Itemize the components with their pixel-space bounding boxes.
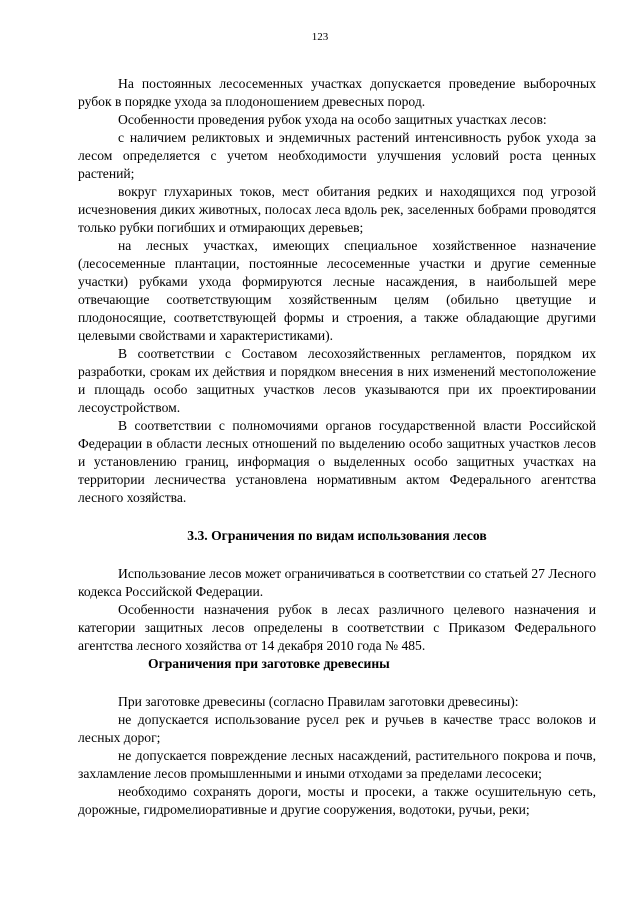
paragraph: вокруг глухариных токов, мест обитания редких и находящихся под угрозой исчезновения диких животных, полосах леса вдоль рек, заселенных бобрами проводятся только рубки погибших и отмирающих деревьев; (78, 184, 596, 235)
paragraph: с наличием реликтовых и эндемичных растений интенсивность рубок ухода за лесом определяется с учетом необходимости улучшения условий роста ценных растений; (78, 130, 596, 181)
paragraph: Особенности проведения рубок ухода на особо защитных участках лесов: (118, 112, 547, 127)
paragraph: Особенности назначения рубок в лесах различного целевого назначения и категории защитных лесов определены в соответствии с Приказом Федерального агентства лесного хозяйства от 14 декабря 2010 года № 485. (78, 602, 596, 653)
paragraph: на лесных участках, имеющих специальное хозяйственное назначение (лесосеменные плантации, постоянные лесосеменные участки и другие семенные участки) рубками ухода формируются лесные насаждения, в наибольшей мере отвечающие соответствующим хозяйственным целям (обильно цветущие и плодоносящие, соответствующей формы и строения, а также обладающие другими целевыми свойствами и характеристиками). (78, 238, 596, 343)
page-number: 123 (311, 31, 329, 43)
paragraph: При заготовке древесины (согласно Правилам заготовки древесины): (118, 694, 519, 709)
section-heading: 3.3. Ограничения по видам использования лесов (187, 528, 487, 543)
spacer (78, 545, 596, 565)
paragraph: На постоянных лесосеменных участках допускается проведение выборочных рубок в порядке ухода за плодоношением древесных пород. (78, 76, 596, 109)
paragraph: необходимо сохранять дороги, мосты и просеки, а также осушительную сеть, дорожные, гидромелиоративные и другие сооружения, водотоки, ручьи, реки; (78, 784, 596, 817)
paragraph: Использование лесов может ограничиваться в соответствии со статьей 27 Лесного кодекса Российской Федерации. (78, 566, 596, 599)
spacer (78, 507, 596, 527)
page-content (78, 75, 596, 819)
paragraph: В соответствии с Составом лесохозяйственных регламентов, порядком их разработки, срокам их действия и порядком внесения в них изменений местоположение и площадь особо защитных участков лесов указываются при их проектировании лесоустройством. (78, 346, 596, 415)
paragraph: не допускается использование русел рек и ручьев в качестве трасс волоков и лесных дорог; (78, 712, 596, 745)
spacer (78, 673, 596, 693)
subsection-heading: Ограничения при заготовке древесины (148, 656, 390, 671)
paragraph: В соответствии с полномочиями органов государственной власти Российской Федерации в области лесных отношений по выделению особо защитных участков лесов и установлению границ, информация о выделенных особо защитных участках на территории лесничества установлена нормативным актом Федерального агентства лесного хозяйства. (78, 418, 596, 505)
paragraph: не допускается повреждение лесных насаждений, растительного покрова и почв, захламление лесов промышленными и иными отходами за пределами лесосеки; (78, 748, 596, 781)
